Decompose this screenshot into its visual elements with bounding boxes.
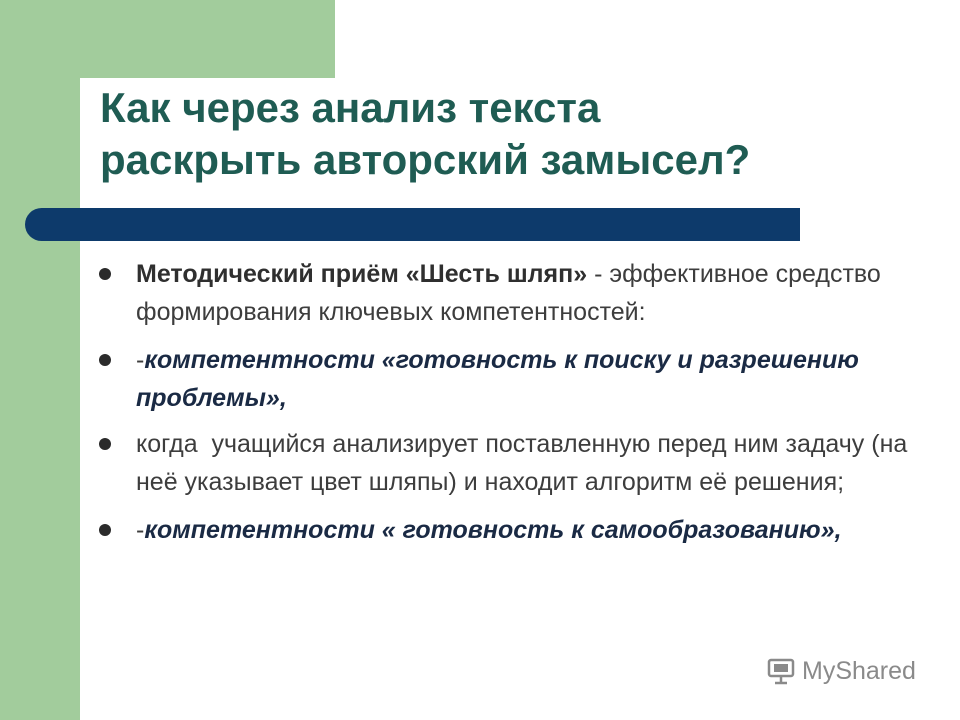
bullet-2-bold-italic: компетентности «готовность к поиску и разрешению проблемы», [136,346,859,412]
slide-title [100,82,880,186]
title-divider-bar [25,208,800,241]
slide-title-line-1: Как через анализ текста [100,84,601,131]
bullet-4-prefix: - [136,516,145,544]
bullet-3-text: когда учащийся анализирует поставленную перед ним задачу (на неё указывает цвет шляпы) и находит алгоритм её решения; [136,430,915,496]
presentation-board-icon [766,656,796,686]
slide-title-line-2: раскрыть авторский замысел? [100,136,751,183]
bullet-2-prefix: - [136,346,145,374]
bullet-4-bold-italic: компетентности « готовность к самообразованию», [144,516,842,544]
green-top-band [0,0,335,78]
bullet-1-bold: Методический приём «Шесть шляп» [136,260,588,288]
bullet-item-2 [96,341,916,417]
bullet-item-4 [96,511,916,549]
bullet-item-1 [96,255,916,331]
watermark-text: MyShared [802,656,916,685]
bullet-dot-icon [99,268,111,280]
bullet-item-3 [96,425,916,501]
bullet-dot-icon [99,524,111,536]
myshared-watermark [766,656,916,686]
bullet-dot-icon [99,354,111,366]
green-side-band [0,0,80,720]
bullet-dot-icon [99,438,111,450]
bullet-list [96,255,916,549]
bullet-1-text: - эффективное средство формирования ключевых компетентностей: [136,260,881,326]
